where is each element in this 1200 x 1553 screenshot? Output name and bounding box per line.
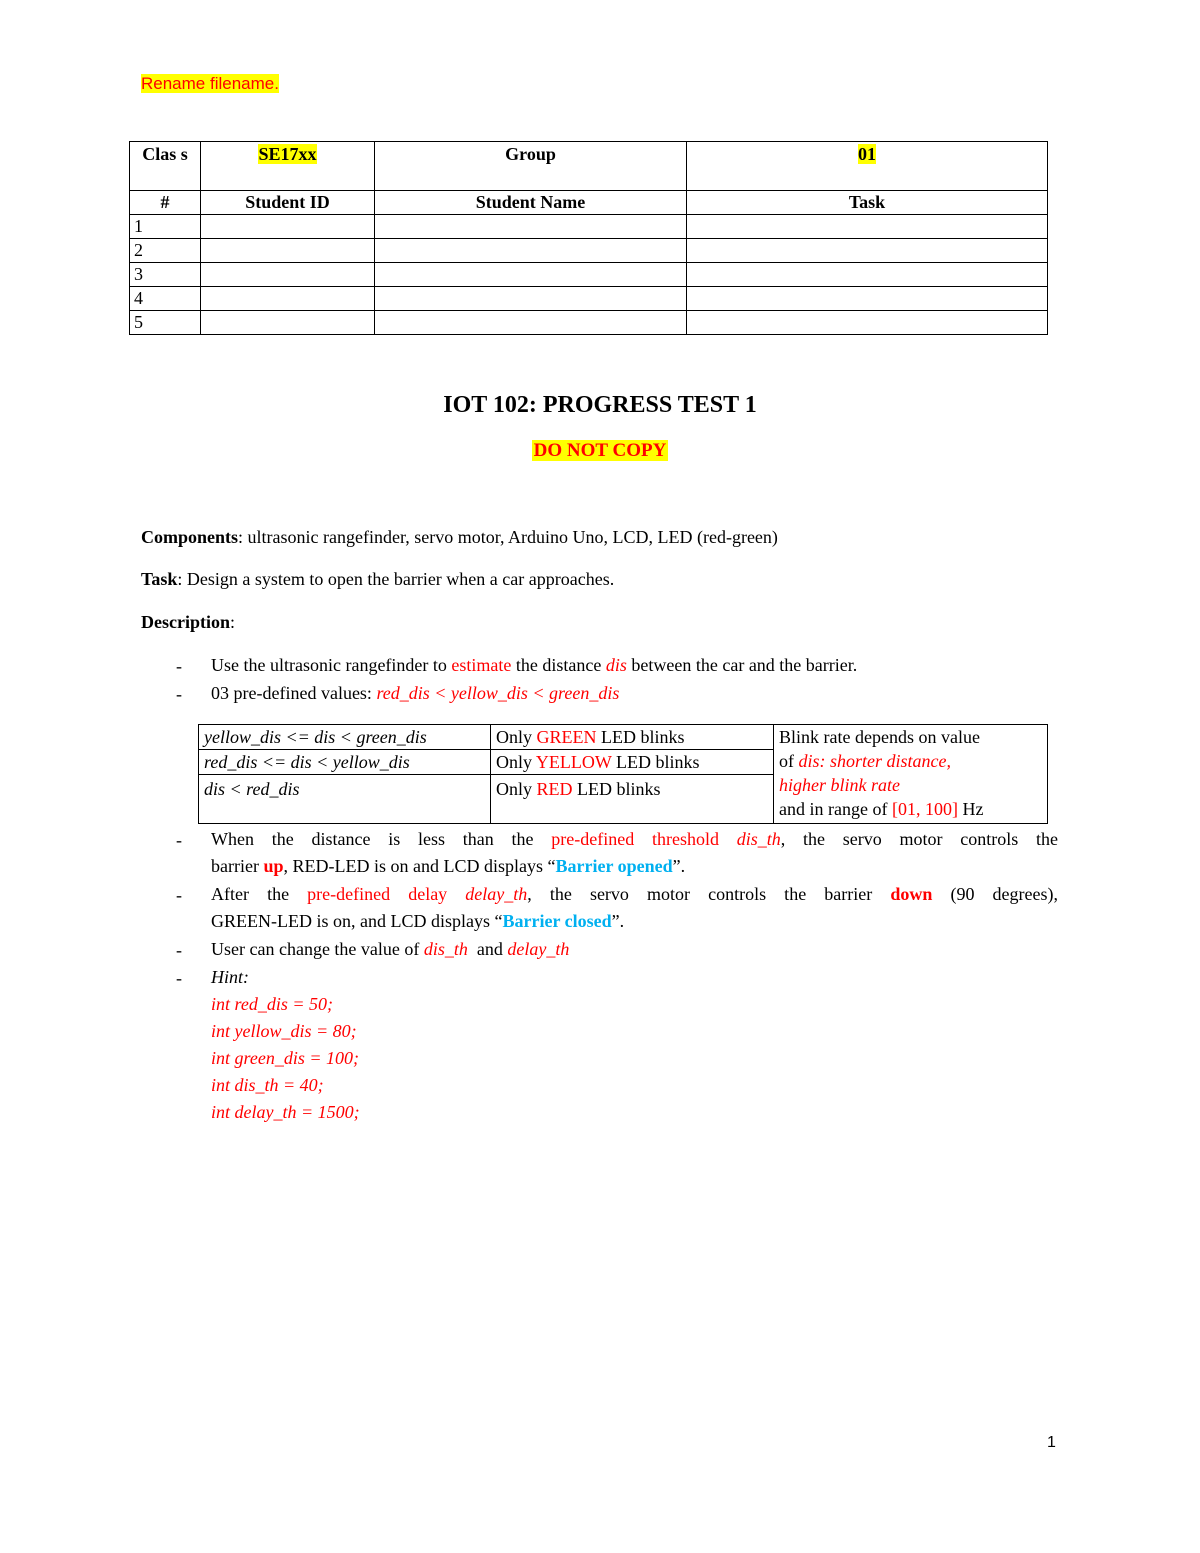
cond-red-range: dis < red_dis [199,775,491,824]
blink-condition-table [198,724,1048,824]
row-number: 3 [130,263,201,287]
cond-yellow-range: red_dis <= dis < yellow_dis [199,750,491,775]
bullet-predefined: 03 pre-defined values: red_dis < yellow_dis < green_dis [211,683,620,703]
task-cell[interactable] [687,263,1048,287]
bullet-dash: - [176,830,182,850]
student-name-cell[interactable] [375,263,687,287]
class-value[interactable]: SE17xx [201,142,375,191]
student-name-cell[interactable] [375,311,687,335]
table-row [130,263,1048,287]
row-number: 1 [130,215,201,239]
student-name-cell[interactable] [375,287,687,311]
bullet-barrier-up-l2: barrier up, RED-LED is on and LCD displays “Barrier opened”. [211,856,686,876]
student-id-cell[interactable] [201,263,375,287]
student-info-table [129,141,1048,335]
table-row [130,239,1048,263]
page-number: 1 [1047,1434,1056,1451]
task-cell[interactable] [687,311,1048,335]
task-cell[interactable] [687,239,1048,263]
blink-rate-note: Blink rate depends on value of dis: shorter distance, higher blink rate and in range of [01, 100] Hz [774,725,1048,824]
row-number: 5 [130,311,201,335]
bullet-barrier-down-l2: GREEN-LED is on, and LCD displays “Barrier closed”. [211,911,625,931]
table-row [130,287,1048,311]
col-student-name: Student Name [375,191,687,215]
hint-code-line: int red_dis = 50; [211,994,333,1014]
hint-code-line: int dis_th = 40; [211,1075,324,1095]
student-id-cell[interactable] [201,215,375,239]
col-task: Task [687,191,1048,215]
row-number: 4 [130,287,201,311]
student-id-cell[interactable] [201,239,375,263]
cond-green-action: Only GREEN LED blinks [491,725,774,750]
row-number: 2 [130,239,201,263]
student-name-cell[interactable] [375,239,687,263]
bullet-barrier-down-l1: After the pre-defined delay delay_th, the servo motor controls the barrier down (90 degrees), [211,884,1058,904]
bullet-dash: - [176,656,182,676]
bullet-user-change: User can change the value of dis_th and delay_th [211,939,570,959]
hint-code-line: int yellow_dis = 80; [211,1021,357,1041]
cond-yellow-action: Only YELLOW LED blinks [491,750,774,775]
do-not-copy-notice: DO NOT COPY [533,440,667,461]
col-student-id: Student ID [201,191,375,215]
page-title: IOT 102: PROGRESS TEST 1 [443,392,757,418]
cond-red-action: Only RED LED blinks [491,775,774,824]
group-label: Group [375,142,687,191]
student-id-cell[interactable] [201,311,375,335]
student-name-cell[interactable] [375,215,687,239]
class-label: Clas s [130,142,201,191]
table-row [130,311,1048,335]
rename-note: Rename filename. [141,74,279,93]
bullet-dash: - [176,885,182,905]
col-number: # [130,191,201,215]
bullet-dash: - [176,968,182,988]
components-line: Components: ultrasonic rangefinder, servo motor, Arduino Uno, LCD, LED (red-green) [141,527,778,547]
task-cell[interactable] [687,287,1048,311]
bullet-barrier-up-l1: When the distance is less than the pre-defined threshold dis_th, the servo motor controls the [211,829,1058,849]
task-cell[interactable] [687,215,1048,239]
hint-code-line: int delay_th = 1500; [211,1102,360,1122]
student-id-cell[interactable] [201,287,375,311]
description-label: Description: [141,612,236,632]
table-row [130,215,1048,239]
task-line: Task: Design a system to open the barrier when a car approaches. [141,569,615,589]
hint-code-line: int green_dis = 100; [211,1048,359,1068]
cond-green-range: yellow_dis <= dis < green_dis [199,725,491,750]
hint-label: Hint: [211,967,249,987]
bullet-dash: - [176,684,182,704]
bullet-dash: - [176,940,182,960]
group-value[interactable]: 01 [687,142,1048,191]
bullet-estimate: Use the ultrasonic rangefinder to estimate the distance dis between the car and the barrier. [211,655,858,675]
